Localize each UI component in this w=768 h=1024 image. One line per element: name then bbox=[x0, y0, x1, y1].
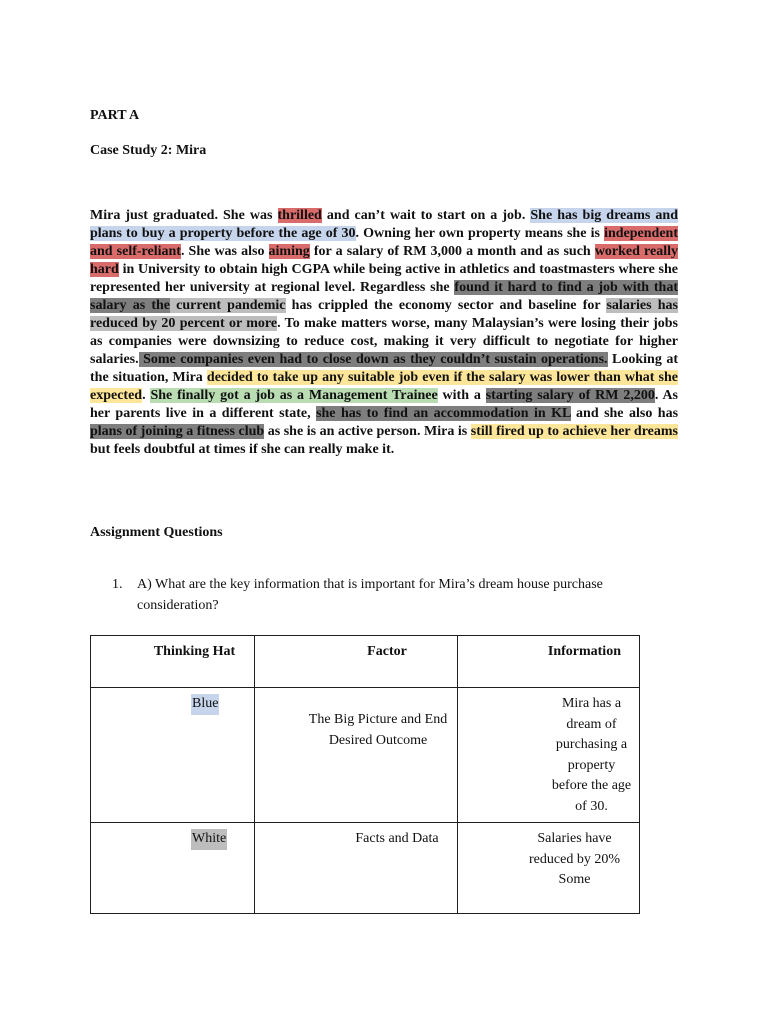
table-cell bbox=[91, 688, 255, 823]
story-text: for a salary of RM 3,000 a month and as such bbox=[309, 244, 595, 259]
story-text: . She was also bbox=[180, 244, 269, 259]
table-cell bbox=[91, 823, 255, 914]
highlighted-phrase: worked really hard bbox=[90, 244, 678, 277]
highlighted-phrase: She finally got a job as a Management Trainee bbox=[150, 388, 438, 403]
case-story-paragraph bbox=[90, 207, 678, 459]
story-text: Mira just graduated. She was bbox=[90, 208, 278, 223]
highlighted-phrase: aiming bbox=[268, 244, 310, 259]
highlighted-phrase: current pandemic bbox=[170, 298, 286, 313]
header-information: Information bbox=[547, 644, 621, 659]
story-text: . As her parents live in a different state, bbox=[90, 388, 679, 421]
table-cell bbox=[255, 823, 458, 914]
header-cell bbox=[91, 636, 255, 688]
story-text: in University to obtain high CGPA while being active in athletics and toastmasters where she represented her university at regional level. Regardless she bbox=[90, 262, 678, 295]
highlighted-phrase: starting salary of RM 2,200 bbox=[485, 388, 655, 403]
table-cell bbox=[458, 823, 640, 914]
information-text: Mira has a dream of purchasing a property before the age of 30. bbox=[551, 696, 632, 814]
story-text: . Owning her own property means she is bbox=[355, 226, 605, 241]
highlighted-phrase: decided to take up any suitable job even if the salary was lower than what she expected bbox=[90, 370, 679, 403]
information-text: Salaries have reduced by 20% Some bbox=[529, 831, 620, 887]
thinking-hat-table bbox=[90, 635, 640, 914]
highlighted-phrase: independent and self-reliant bbox=[90, 226, 678, 259]
question-number: 1. bbox=[112, 577, 123, 592]
table-row bbox=[91, 688, 640, 823]
factor-text: Facts and Data bbox=[355, 831, 439, 846]
table-cell bbox=[458, 688, 640, 823]
table-cell bbox=[255, 688, 458, 823]
hat-name: White bbox=[191, 829, 227, 850]
story-text: has crippled the economy sector and baseline for bbox=[285, 298, 607, 313]
factor-text: The Big Picture and End Desired Outcome bbox=[308, 712, 448, 748]
story-text: . bbox=[142, 388, 151, 403]
story-text: . To make matters worse, many Malaysian’s were losing their jobs as companies were downsizing to reduce cost, making it very difficult to negotiate for higher salaries. bbox=[90, 316, 678, 367]
header-factor: Factor bbox=[367, 644, 407, 659]
story-text: and can’t wait to start on a job. bbox=[321, 208, 531, 223]
header-cell bbox=[255, 636, 458, 688]
story-text: as she is an active person. Mira is bbox=[264, 424, 471, 439]
table-row bbox=[91, 823, 640, 914]
part-title: PART A bbox=[90, 108, 140, 123]
highlighted-phrase: Some companies even had to close down as they couldn’t sustain operations. bbox=[138, 352, 608, 367]
highlighted-phrase: still fired up to achieve her dreams bbox=[470, 424, 678, 439]
highlighted-phrase: plans of joining a fitness club bbox=[90, 424, 265, 439]
header-cell bbox=[458, 636, 640, 688]
question-text: A) What are the key information that is important for Mira’s dream house purchase consideration? bbox=[137, 577, 603, 613]
question-1 bbox=[112, 574, 652, 616]
table-header-row bbox=[91, 636, 640, 688]
story-text: and she also has bbox=[570, 406, 679, 421]
highlighted-phrase: She has big dreams and plans to buy a property before the age of 30 bbox=[90, 208, 678, 241]
highlighted-phrase: she has to find an accommodation in KL bbox=[316, 406, 571, 421]
header-thinking-hat: Thinking Hat bbox=[153, 644, 236, 659]
assignment-questions-title: Assignment Questions bbox=[90, 525, 223, 540]
highlighted-phrase: thrilled bbox=[277, 208, 322, 223]
story-text: Looking at the situation, Mira bbox=[90, 352, 678, 385]
story-text: with a bbox=[437, 388, 486, 403]
story-text: but feels doubtful at times if she can really make it. bbox=[90, 442, 395, 457]
case-study-title: Case Study 2: Mira bbox=[90, 143, 207, 158]
highlighted-phrase: salaries has reduced by 20 percent or more bbox=[90, 298, 678, 331]
highlighted-phrase: found it hard to find a job with that salary as the bbox=[90, 280, 679, 313]
hat-name: Blue bbox=[191, 694, 219, 715]
